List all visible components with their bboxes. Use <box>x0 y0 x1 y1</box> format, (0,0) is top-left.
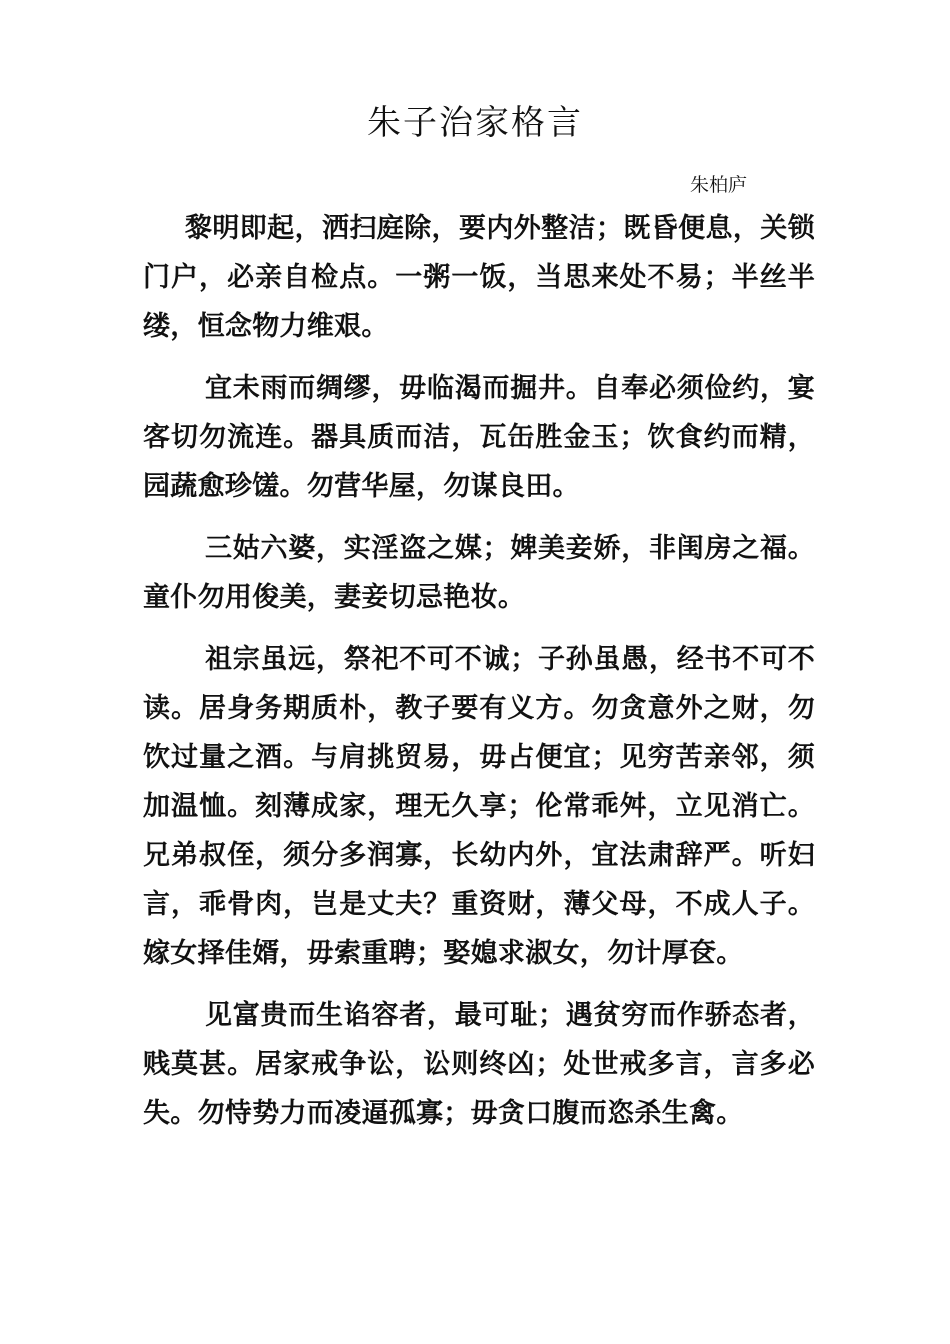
paragraph-2: 宜未雨而绸缪，毋临渴而掘井。自奉必须俭约，宴客切勿流连。器具质而洁，瓦缶胜金玉；饮食约而精，园蔬愈珍馐。勿营华屋，勿谋良田。 <box>143 373 815 502</box>
document-author: 朱柏庐 <box>690 174 748 196</box>
paragraph-3: 三姑六婆，实淫盗之媒；婢美妾娇，非闺房之福。童仆勿用俊美，妻妾切忌艳妆。 <box>143 533 815 613</box>
paragraph-1: 黎明即起，洒扫庭除，要内外整洁；既昏便息，关锁门户，必亲自检点。一粥一饭，当思来处不易；半丝半缕，恒念物力维艰。 <box>143 213 815 342</box>
paragraph-5: 见富贵而生谄容者，最可耻；遇贫穷而作骄态者，贱莫甚。居家戒争讼，讼则终凶；处世戒多言，言多必失。勿恃势力而凌逼孤寡；毋贪口腹而恣杀生禽。 <box>143 1000 815 1129</box>
document-body <box>143 204 815 1151</box>
document-title: 朱子治家格言 <box>367 103 583 143</box>
paragraph-4: 祖宗虽远，祭祀不可不诚；子孙虽愚，经书不可不读。居身务期质朴，教子要有义方。勿贪意外之财，勿饮过量之酒。与肩挑贸易，毋占便宜；见穷苦亲邻，须加温恤。刻薄成家，理无久享；伦常乖舛，立见消亡。兄弟叔侄，须分多润寡，长幼内外，宜法肃辞严。听妇言，乖骨肉，岂是丈夫？重资财，薄父母，不成人子。嫁女择佳婿，毋索重聘；娶媳求淑女，勿计厚奁。 <box>143 644 815 969</box>
